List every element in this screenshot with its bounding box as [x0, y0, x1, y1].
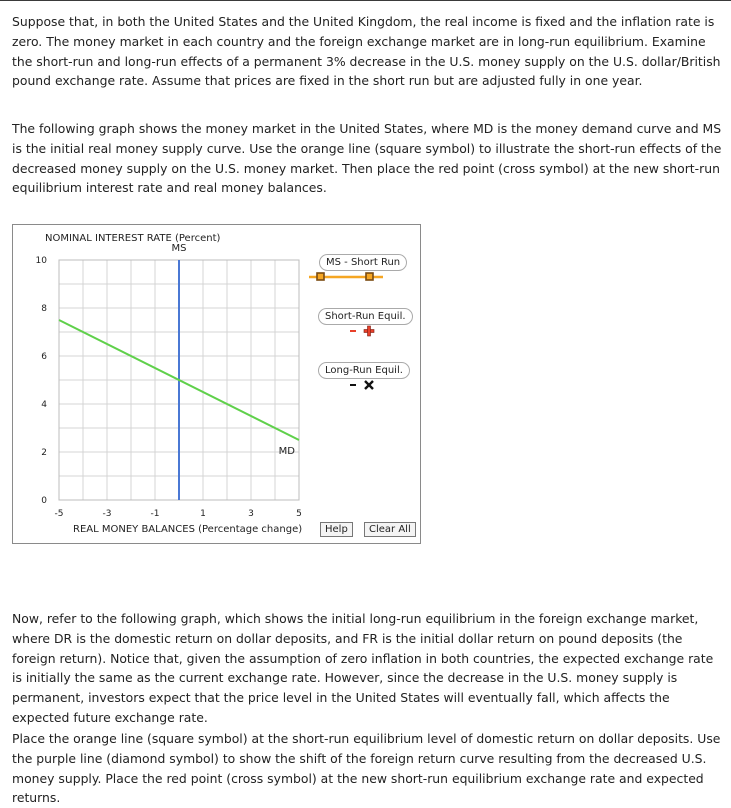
money-market-chart[interactable]: [13, 225, 420, 543]
x-tick-label: 1: [200, 509, 206, 519]
y-tick-label: 8: [41, 304, 47, 314]
graph2-instructions: Place the orange line (square symbol) at the short-run equilibrium level of domestic return on dollar deposits. Use the purple line (diamond symbol) to show the shift of the foreign return curve resulting from the decreased U.S. money supply. Place the red point (cross symbol) at the new short-run equilibrium exchange rate and expected returns.: [12, 731, 721, 806]
x-tick-label: -5: [54, 509, 64, 519]
x-tick-label: -3: [102, 509, 112, 519]
y-tick-label: 6: [41, 352, 47, 362]
md-curve-label: MD: [278, 446, 295, 457]
money-market-graph-panel: [12, 224, 421, 544]
intro-paragraph: Suppose that, in both the United States and the United Kingdom, the real income is fixed and the inflation rate is zero. The money market in each country and the foreign exchange market are in long-run equilibrium. Examine the short-run and long-run effects of a permanent 3% decrease in the U.S. money supply on the U.S. dollar/British pound exchange rate. Assume that prices are fixed in the short run but are adjusted fully in one year.: [12, 14, 721, 89]
x-tick-label: -1: [150, 509, 160, 519]
ms-short-run-legend-label[interactable]: MS - Short Run: [319, 254, 407, 271]
ms-short-run-legend-symbol[interactable]: [309, 273, 383, 280]
y-axis-label: NOMINAL INTEREST RATE (Percent): [45, 233, 221, 244]
top-divider: [0, 0, 731, 1]
x-tick-label: 5: [296, 509, 302, 519]
x-axis-label: REAL MONEY BALANCES (Percentage change): [73, 524, 303, 535]
short-run-equil-legend-label[interactable]: Short-Run Equil.: [318, 308, 413, 325]
y-tick-label: 10: [35, 256, 47, 266]
graph2-intro-paragraph: Now, refer to the following graph, which shows the initial long-run equilibrium in the foreign exchange market, where DR is the domestic return on dollar deposits, and FR is the initial dollar return on pound deposits (the foreign return). Notice that, given the assumption of zero inflation in both countries, the expected exchange rate is initially the same as the current exchange rate. However, since the decrease in the U.S. money supply is permanent, investors expect that the price level in the United States will eventually fall, which affects the expected future exchange rate.: [12, 611, 714, 725]
ms-curve-label: MS: [171, 243, 187, 254]
y-tick-label: 0: [41, 496, 47, 506]
long-run-equil-legend-symbol[interactable]: [350, 381, 373, 389]
long-run-equil-legend-label[interactable]: Long-Run Equil.: [318, 362, 410, 379]
y-tick-label: 4: [41, 400, 47, 410]
help-button[interactable]: Help: [320, 522, 353, 537]
clear-all-button[interactable]: Clear All: [364, 522, 416, 537]
y-tick-label: 2: [41, 448, 47, 458]
x-tick-label: 3: [248, 509, 254, 519]
graph1-instructions: The following graph shows the money market in the United States, where MD is the money demand curve and MS is the initial real money supply curve. Use the orange line (square symbol) to illustrate the short-run effects of the decreased money supply on the U.S. money market. Then place the red point (cross symbol) at the new short-run equilibrium interest rate and real money balances.: [12, 121, 722, 196]
short-run-equil-legend-symbol[interactable]: [350, 326, 374, 336]
